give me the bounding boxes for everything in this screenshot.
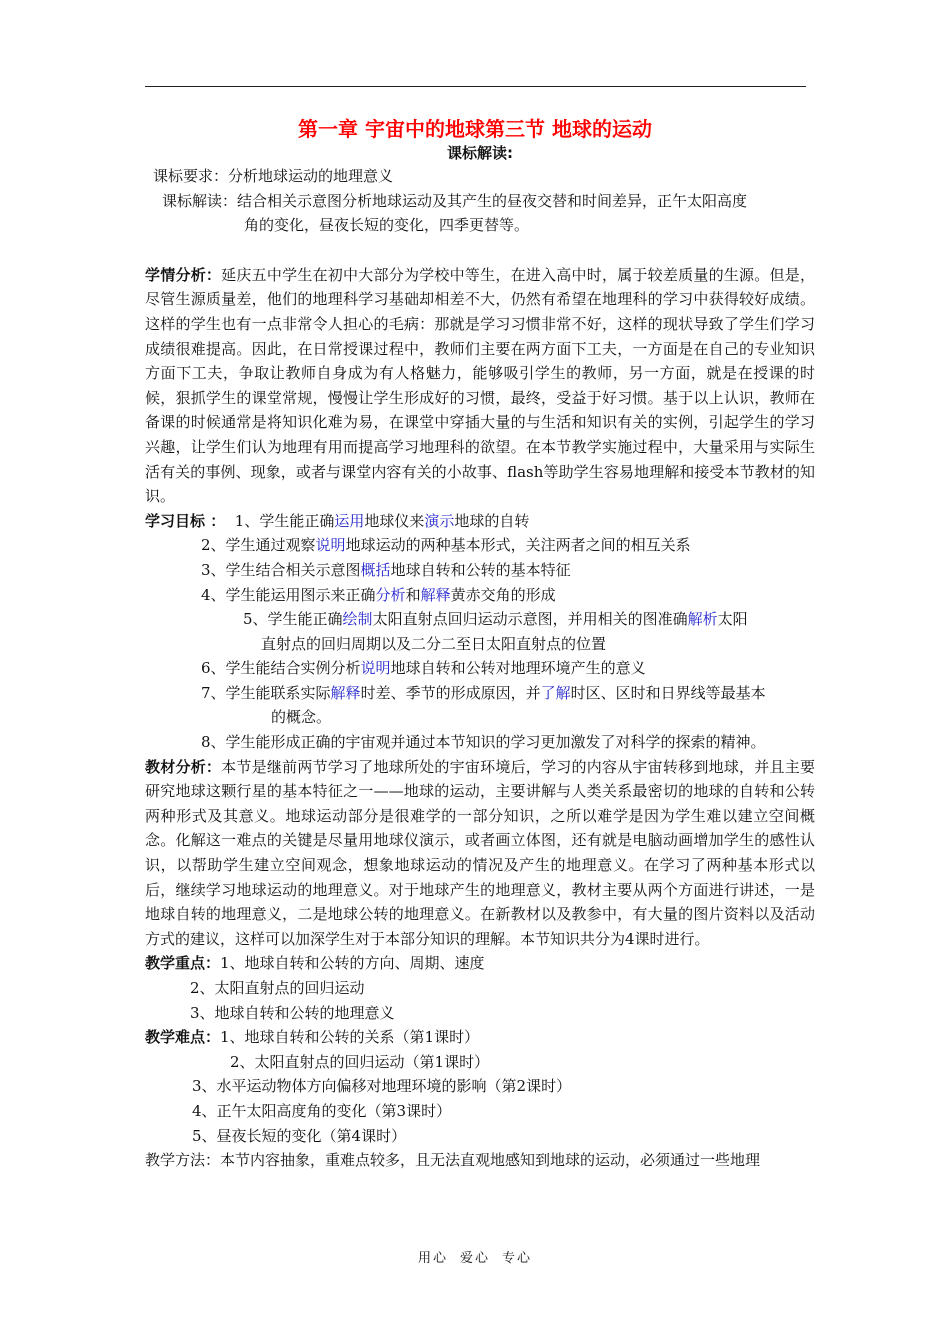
difficulty-2: 2、太阳直射点的回归运动（第1课时） <box>230 1052 490 1071</box>
student-analysis-label: 学情分析： <box>145 265 222 284</box>
difficulty-5: 5、昼夜长短的变化（第4课时） <box>192 1126 407 1145</box>
learning-goals-label: 学习目标 ： <box>145 511 226 530</box>
learning-goal-5: 5、学生能正确绘制太阳直射点回归运动示意图，并用相关的图准确解析太阳 <box>243 610 748 629</box>
document-body <box>145 116 815 1173</box>
learning-goal-7-cont: 的概念。 <box>271 708 332 727</box>
page-footer: 用心 爱心 专心 <box>417 1251 533 1266</box>
difficulty-4: 4、正午太阳高度角的变化（第3课时） <box>192 1101 452 1120</box>
standard-requirement: 课标要求：分析地球运动的地理意义 <box>153 167 394 185</box>
difficulties-label: 教学难点： <box>145 1028 221 1047</box>
learning-goal-8: 8、学生能形成正确的宇宙观并通过本节知识的学习更加激发了对科学的探索的精神。 <box>201 733 766 752</box>
standard-interpretation-line2: 角的变化，昼夜长短的变化，四季更替等。 <box>244 216 530 235</box>
textbook-analysis <box>145 755 815 952</box>
key-point-2: 2、太阳直射点的回归运动 <box>190 979 365 997</box>
document-title: 第一章 宇宙中的地球第三节 地球的运动 <box>298 117 652 141</box>
learning-goal-7: 7、学生能联系实际解释时差、季节的形成原因，并了解时区、区时和日界线等最基本 <box>201 683 766 702</box>
learning-goal-4: 4、学生能运用图示来正确分析和解释黄赤交角的形成 <box>201 585 556 604</box>
standard-interpretation-line1: 课标解读：结合相关示意图分析地球运动及其产生的昼夜交替和时间差异，正午太阳高度 <box>162 191 748 210</box>
difficulty-3: 3、水平运动物体方向偏移对地理环境的影响（第2课时） <box>192 1077 572 1096</box>
student-analysis-text: 延庆五中学生在初中大部分为学校中等生，在进入高中时，属于较差质量的生源。但是，尽管生源质量差，他们的地理科学习基础却相差不大，仍然有希望在地理科的学习中获得较好成绩。这样的学生也有一点非常令人担心的毛病：那就是学习习惯非常不好，这样的现状导致了学生们学习成绩很难提高。因此，在日常授课过程中，教师们主要在两方面下工夫，一方面是在自己的专业知识方面下工夫，争取让教师自身成为有人格魅力，能够吸引学生的教师，另一方面，就是在授课的时候，狠抓学生的课堂常规，慢慢让学生形成好的习惯，最终，受益于好习惯。基于以上认识，教师在备课的时候通常是将知识化难为易，在课堂中穿插大量的与生活和知识有关的实例，引起学生的学习兴趣，让学生们认为地理有用而提高学习地理科的欲望。在本节教学实施过程中，大量采用与实际生活有关的事例、现象，或者与课堂内容有关的小故事、flash等助学生容易地理解和接受本节教材的知识。 <box>145 265 815 506</box>
student-analysis <box>145 263 815 509</box>
learning-goal-5-cont: 直射点的回归周期以及二分二至日太阳直射点的位置 <box>261 634 607 653</box>
learning-goal-3: 3、学生结合相关示意图概括地球自转和公转的基本特征 <box>201 560 571 579</box>
difficulty-1: 教学难点：1、地球自转和公转的关系（第1课时） <box>145 1028 480 1047</box>
textbook-analysis-text: 本节是继前两节学习了地球所处的宇宙环境后，学习的内容从宇宙转移到地球，并且主要研究地球这颗行星的基本特征之一——地球的运动，主要讲解与人类关系最密切的地球的自转和公转两种形式及其意义。地球运动部分是很难学的一部分知识，之所以难学是因为学生难以建立空间概念。化解这一难点的关键是尽量用地球仪演示，或者画立体图，还有就是电脑动画增加学生的感性认识，以帮助学生建立空间观念，想象地球运动的情况及产生的地理意义。在学习了两种基本形式以后，继续学习地球运动的地理意义。对于地球产生的地理意义，教材主要从两个方面进行讲述，一是地球自转的地理意义，二是地球公转的地理意义。在新教材以及教参中，有大量的图片资料以及活动方式的建议，这样可以加深学生对于本部分知识的理解。本节知识共分为4课时进行。 <box>145 757 815 948</box>
teaching-method: 教学方法：本节内容抽象，重难点较多，且无法直观地感知到地球的运动，必须通过一些地理 <box>145 1151 761 1170</box>
key-points-label: 教学重点： <box>145 954 221 973</box>
learning-goal-6: 6、学生能结合实例分析说明地球自转和公转对地理环境产生的意义 <box>201 659 646 678</box>
key-point-3: 3、地球自转和公转的地理意义 <box>190 1003 395 1022</box>
learning-goal-2: 2、学生通过观察说明地球运动的两种基本形式，关注两者之间的相互关系 <box>201 536 691 555</box>
key-point-1: 教学重点：1、地球自转和公转的方向、周期、速度 <box>145 954 485 973</box>
document-subtitle: 课标解读: <box>447 144 513 162</box>
textbook-analysis-label: 教材分析： <box>145 757 222 776</box>
header-rule <box>145 86 806 87</box>
learning-goal-1: 学习目标 ： 1、学生能正确运用地球仪来演示地球的自转 <box>145 511 530 530</box>
